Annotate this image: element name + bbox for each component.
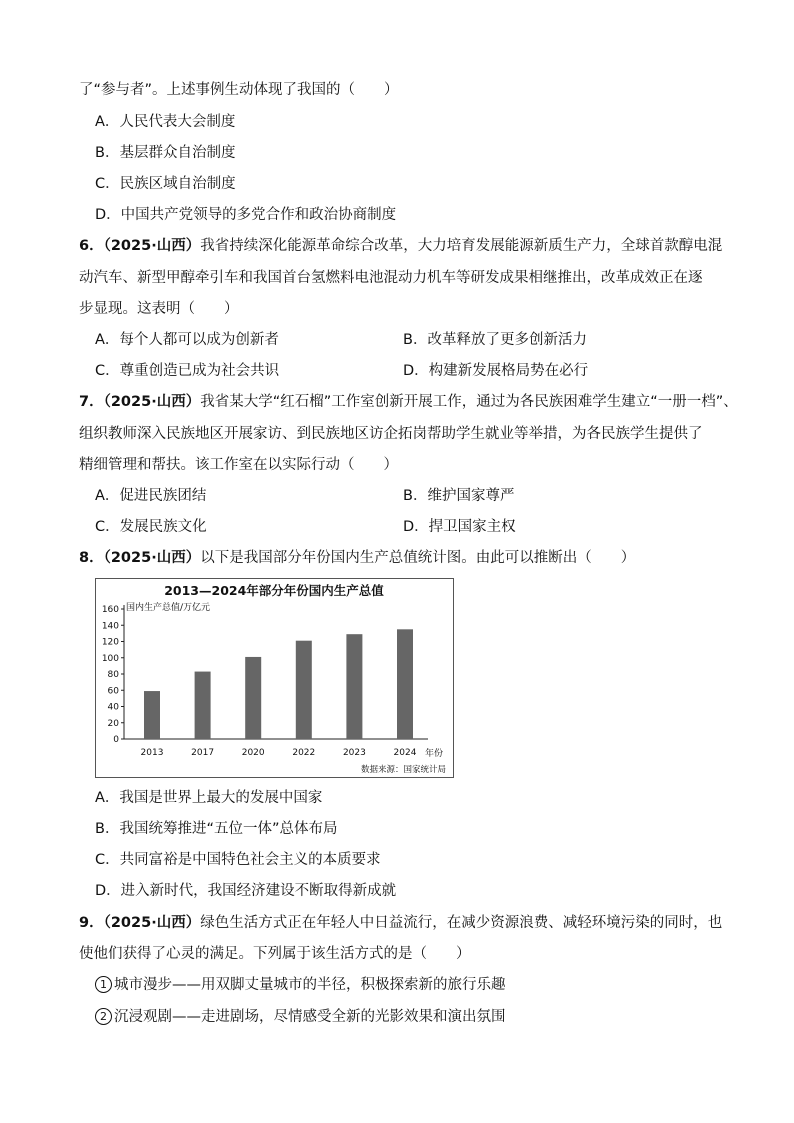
- bar-2023: [346, 634, 362, 739]
- bar-2024: [397, 629, 413, 739]
- y-tick-label: 20: [107, 718, 119, 729]
- y-tick-label: 0: [113, 735, 119, 745]
- q7-number: 7．: [79, 394, 104, 410]
- x-tick-label-2020: 2020: [241, 748, 265, 758]
- q8-option-a: A．我国是世界上最大的发展中国家: [95, 790, 323, 806]
- q7-text-1: 我省某大学“红石榴”工作室创新开展工作，通过为各民族困难学生建立“一册一档”、: [200, 394, 738, 410]
- q6-option-b: B．改革释放了更多创新活力: [403, 332, 587, 348]
- q9-item-2-mark: 2: [95, 1008, 112, 1025]
- bar-2020: [245, 657, 261, 739]
- y-tick-label: 40: [107, 702, 119, 713]
- q9-item-1-mark: 1: [95, 976, 112, 993]
- bar-2013: [144, 691, 160, 739]
- q6-option-d: D．构建新发展格局势在必行: [403, 363, 589, 379]
- q6-number: 6．: [79, 238, 104, 254]
- q9-item-1: [95, 975, 506, 995]
- q7-source: （2025·山西）: [103, 394, 201, 410]
- chart-xlabel: 年份: [424, 749, 444, 759]
- chart-source-note: 数据来源：国家统计局: [360, 765, 446, 775]
- q5-option-c: C．民族区域自治制度: [95, 176, 236, 192]
- q6-text-1: 我省持续深化能源革命综合改革，大力培育发展能源新质生产力，全球首款醇电混: [200, 238, 723, 254]
- y-tick-label: 100: [101, 653, 119, 664]
- q7-option-d: D．捍卫国家主权: [403, 519, 516, 535]
- q5-option-a: A．人民代表大会制度: [95, 114, 236, 130]
- x-tick-label-2024: 2024: [393, 748, 417, 758]
- q6-stem-line-1: [79, 236, 722, 256]
- q8-option-c: C．共同富裕是中国特色社会主义的本质要求: [95, 852, 381, 868]
- x-tick-label-2023: 2023: [342, 748, 366, 758]
- q5-stem-tail: 了“参与者”。上述事例生动体现了我国的（ ）: [79, 82, 399, 98]
- q9-item-2: [95, 1007, 506, 1027]
- q5-option-b: B．基层群众自治制度: [95, 145, 236, 161]
- q8-number: 8．: [79, 550, 104, 566]
- q7-option-b: B．维护国家尊严: [403, 488, 515, 504]
- q9-number: 9．: [79, 915, 104, 931]
- q7-stem-line-3: 精细管理和帮扶。该工作室在以实际行动（ ）: [79, 457, 398, 473]
- q9-text-1: 绿色生活方式正在年轻人中日益流行，在减少资源浪费、减轻环境污染的同时，也: [200, 915, 723, 931]
- chart-title: 2013—2024年部分年份国内生产总值: [164, 583, 384, 598]
- q6-stem-line-2: 动汽车、新型甲醇牵引车和我国首台氢燃料电池混动力机车等研发成果相继推出，改革成效正在逐: [79, 270, 703, 286]
- q5-option-d: D．中国共产党领导的多党合作和政治协商制度: [95, 207, 397, 223]
- q7-option-a: A．促进民族团结: [95, 488, 207, 504]
- y-tick-label: 160: [101, 605, 119, 615]
- q8-source: （2025·山西）: [103, 550, 201, 566]
- gdp-chart-svg: [96, 579, 453, 777]
- chart-ylabel: 国内生产总值/万亿元: [126, 603, 211, 613]
- q8-text: 以下是我国部分年份国内生产总值统计图。由此可以推断出（ ）: [200, 550, 636, 566]
- x-tick-label-2022: 2022: [292, 748, 316, 758]
- q8-option-b: B．我国统筹推进“五位一体”总体布局: [95, 821, 338, 837]
- y-tick-label: 60: [107, 686, 119, 697]
- q7-option-c: C．发展民族文化: [95, 519, 207, 535]
- gdp-bar-chart: [95, 578, 454, 778]
- q9-item-2-text: 沉浸观剧——走进剧场，尽情感受全新的光影效果和演出氛围: [114, 1009, 506, 1025]
- q6-stem-line-3: 步显现。这表明（ ）: [79, 301, 239, 317]
- q9-stem-line-2: 使他们获得了心灵的满足。下列属于该生活方式的是（ ）: [79, 946, 471, 962]
- q9-stem-line-1: [79, 913, 722, 933]
- y-tick-label: 140: [101, 621, 119, 632]
- q7-stem-line-1: [79, 392, 738, 412]
- x-tick-label-2017: 2017: [191, 748, 215, 758]
- q6-option-a: A．每个人都可以成为创新者: [95, 332, 279, 348]
- q7-stem-line-2: 组织教师深入民族地区开展家访、到民族地区访企拓岗帮助学生就业等举措，为各民族学生提供了: [79, 426, 703, 442]
- q8-option-d: D．进入新时代，我国经济建设不断取得新成就: [95, 883, 397, 899]
- bar-2022: [296, 641, 312, 739]
- y-tick-label: 120: [101, 637, 119, 648]
- q9-source: （2025·山西）: [103, 915, 201, 931]
- q6-option-c: C．尊重创造已成为社会共识: [95, 363, 280, 379]
- bar-2017: [195, 672, 211, 739]
- q9-item-1-text: 城市漫步——用双脚丈量城市的半径，积极探索新的旅行乐趣: [114, 977, 506, 993]
- q6-source: （2025·山西）: [103, 238, 201, 254]
- q8-stem: [79, 548, 635, 568]
- x-tick-label-2013: 2013: [140, 748, 164, 758]
- y-tick-label: 80: [107, 670, 119, 680]
